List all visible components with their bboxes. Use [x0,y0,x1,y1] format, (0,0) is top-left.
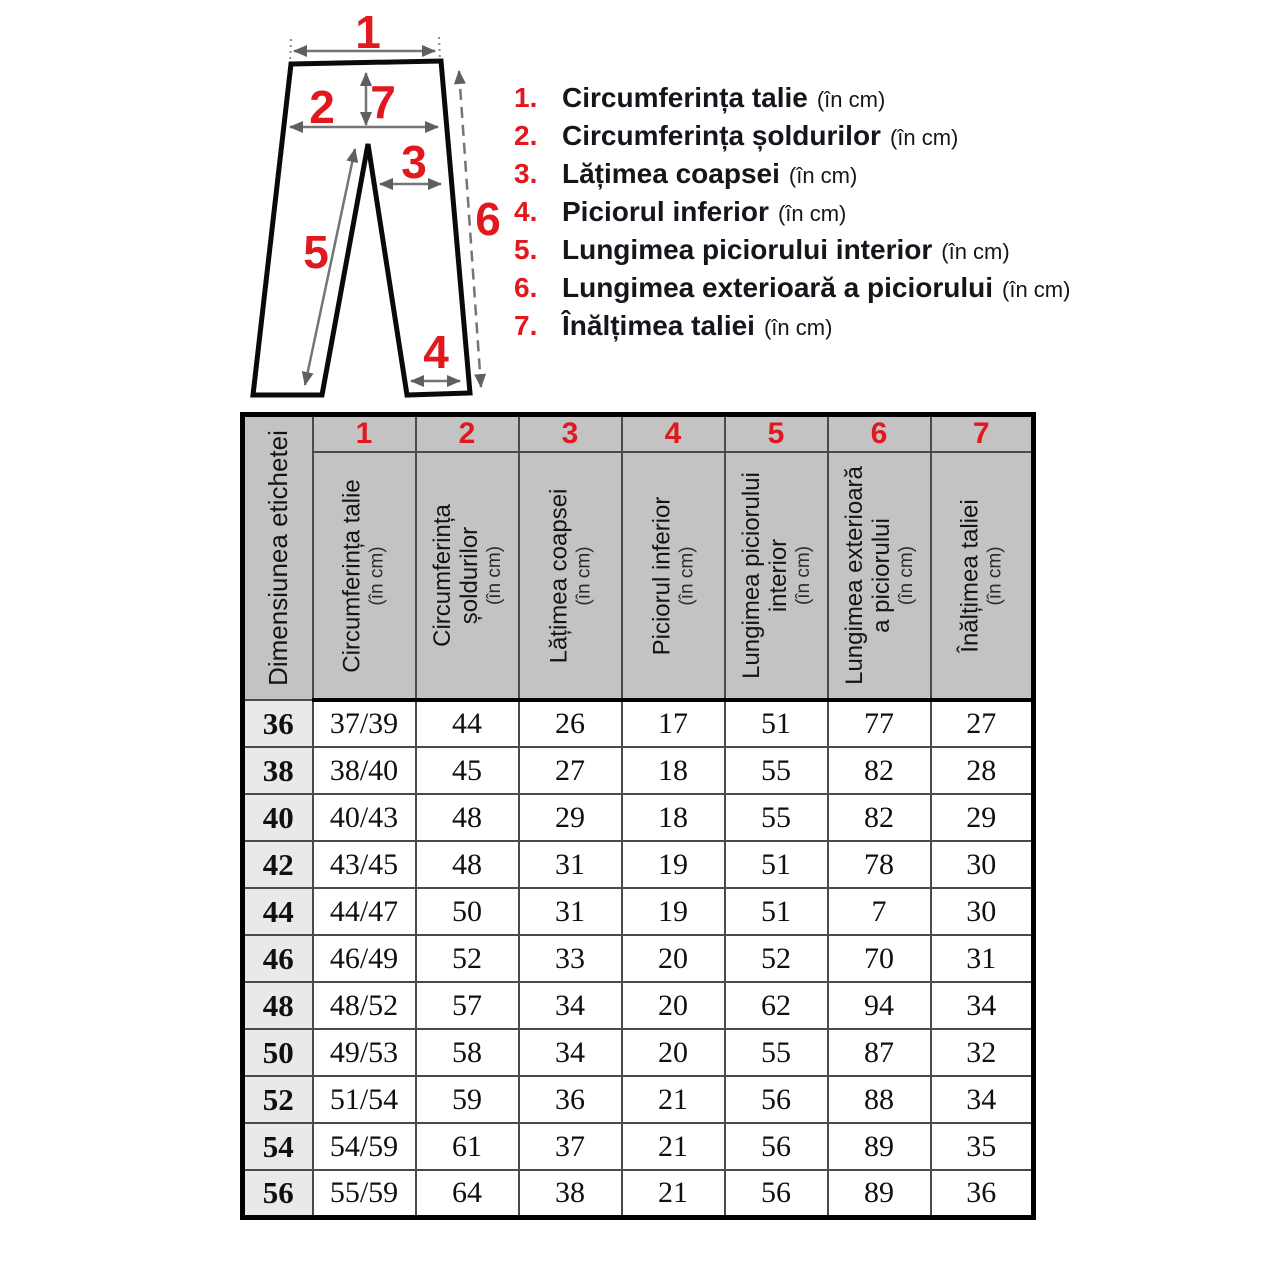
value-cell: 34 [931,1076,1034,1123]
value-cell: 18 [622,794,725,841]
size-cell: 36 [243,700,313,747]
waist-end-tick-right [439,37,440,61]
size-table-container [240,412,1036,1220]
diagram-label-7: 7 [370,76,396,128]
value-cell: 21 [622,1076,725,1123]
legend-label: Lungimea piciorului interior [562,234,933,265]
legend-number: 1. [514,82,538,113]
value-cell: 33 [519,935,622,982]
legend-item-4 [514,196,1070,234]
size-cell: 38 [243,747,313,794]
column-header-4 [622,452,725,700]
corner-header-label: Dimensiunea etichetei [263,430,294,686]
table-row [243,1029,1034,1076]
value-cell: 31 [519,841,622,888]
size-cell: 50 [243,1029,313,1076]
table-row [243,1170,1034,1217]
value-cell: 48 [416,841,519,888]
size-cell: 40 [243,794,313,841]
size-cell: 48 [243,982,313,1029]
column-number-5: 5 [725,415,828,453]
value-cell: 21 [622,1123,725,1170]
value-cell: 44 [416,700,519,747]
legend-number: 7. [514,310,538,341]
column-header-3 [519,452,622,700]
value-cell: 55 [725,747,828,794]
value-cell: 43/45 [313,841,416,888]
table-row [243,982,1034,1029]
value-cell: 38/40 [313,747,416,794]
table-row [243,841,1034,888]
value-cell: 64 [416,1170,519,1217]
value-cell: 51 [725,841,828,888]
table-row [243,935,1034,982]
value-cell: 78 [828,841,931,888]
diagram-label-1: 1 [355,6,381,58]
value-cell: 52 [725,935,828,982]
legend-label: Lățimea coapsei [562,158,780,189]
diagram-label-6: 6 [475,193,501,245]
legend-label: Circumferința talie [562,82,808,113]
value-cell: 56 [725,1170,828,1217]
value-cell: 55 [725,794,828,841]
value-cell: 18 [622,747,725,794]
size-cell: 54 [243,1123,313,1170]
value-cell: 55 [725,1029,828,1076]
value-cell: 89 [828,1170,931,1217]
column-header-2 [416,452,519,700]
column-unit: (în cm) [676,545,697,606]
column-unit: (în cm) [483,545,505,606]
legend-number: 4. [514,196,538,227]
column-number-4: 4 [622,415,725,453]
value-cell: 57 [416,982,519,1029]
value-cell: 36 [931,1170,1034,1217]
value-cell: 59 [416,1076,519,1123]
size-cell: 42 [243,841,313,888]
column-unit: (în cm) [367,545,388,606]
diagram-label-3: 3 [401,136,427,188]
value-cell: 82 [828,747,931,794]
value-cell: 58 [416,1029,519,1076]
value-cell: 56 [725,1123,828,1170]
column-label: a piciorului [867,518,895,633]
value-cell: 31 [931,935,1034,982]
value-cell: 30 [931,888,1034,935]
value-cell: 29 [519,794,622,841]
column-label: interior [764,538,792,613]
column-number-3: 3 [519,415,622,453]
legend-label: Înălțimea taliei [562,310,755,341]
value-cell: 48/52 [313,982,416,1029]
value-cell: 29 [931,794,1034,841]
value-cell: 35 [931,1123,1034,1170]
value-cell: 44/47 [313,888,416,935]
legend-item-3 [514,158,1070,196]
legend-unit: (în cm) [1002,277,1071,302]
value-cell: 28 [931,747,1034,794]
value-cell: 32 [931,1029,1034,1076]
table-row [243,700,1034,747]
value-cell: 20 [622,982,725,1029]
legend-number: 6. [514,272,538,303]
column-unit: (în cm) [573,545,594,606]
legend-number: 2. [514,120,538,151]
value-cell: 34 [519,1029,622,1076]
legend-item-6 [514,272,1070,310]
column-label: Lățimea coapsei [545,488,572,663]
value-cell: 62 [725,982,828,1029]
value-cell: 54/59 [313,1123,416,1170]
value-cell: 19 [622,888,725,935]
value-cell: 26 [519,700,622,747]
value-cell: 94 [828,982,931,1029]
column-unit: (în cm) [984,545,1006,606]
value-cell: 30 [931,841,1034,888]
measurement-legend [514,82,1070,348]
column-label: șoldurilor [455,526,483,625]
value-cell: 55/59 [313,1170,416,1217]
legend-item-7 [514,310,1070,348]
value-cell: 20 [622,1029,725,1076]
value-cell: 27 [519,747,622,794]
table-row [243,1076,1034,1123]
column-header-6 [828,452,931,700]
value-cell: 51 [725,888,828,935]
legend-unit: (în cm) [816,87,886,112]
column-header-7 [931,452,1034,700]
value-cell: 49/53 [313,1029,416,1076]
value-cell: 51 [725,700,828,747]
column-number-row [243,415,1034,453]
waist-end-tick-left [290,39,291,63]
column-header-1 [313,452,416,700]
value-cell: 20 [622,935,725,982]
column-unit: (în cm) [895,545,917,606]
column-label: Circumferința [428,504,456,647]
value-cell: 82 [828,794,931,841]
corner-header-cell [243,415,313,701]
value-cell: 37/39 [313,700,416,747]
value-cell: 77 [828,700,931,747]
value-cell: 45 [416,747,519,794]
column-label: Circumferința talie [339,478,366,673]
legend-unit: (în cm) [777,201,847,226]
value-cell: 27 [931,700,1034,747]
value-cell: 46/49 [313,935,416,982]
legend-unit: (în cm) [941,239,1010,264]
value-cell: 61 [416,1123,519,1170]
size-cell: 44 [243,888,313,935]
legend-label: Piciorul inferior [562,196,769,227]
column-label: Lungimea piciorului [737,472,765,679]
value-cell: 34 [519,982,622,1029]
table-row [243,888,1034,935]
column-number-7: 7 [931,415,1034,453]
value-cell: 19 [622,841,725,888]
value-cell: 51/54 [313,1076,416,1123]
value-cell: 56 [725,1076,828,1123]
value-cell: 50 [416,888,519,935]
value-cell: 70 [828,935,931,982]
diagram-label-2: 2 [309,81,335,133]
value-cell: 17 [622,700,725,747]
legend-item-1 [514,82,1070,120]
value-cell: 31 [519,888,622,935]
table-row [243,747,1034,794]
legend-item-5 [514,234,1070,272]
value-cell: 38 [519,1170,622,1217]
legend-item-2 [514,120,1070,158]
column-number-6: 6 [828,415,931,453]
column-unit: (în cm) [792,545,814,606]
legend-label: Circumferința șoldurilor [562,120,881,151]
column-number-1: 1 [313,415,416,453]
value-cell: 36 [519,1076,622,1123]
size-cell: 46 [243,935,313,982]
legend-unit: (în cm) [889,125,959,150]
column-label: Piciorul inferior [648,496,675,655]
column-number-2: 2 [416,415,519,453]
legend-number: 5. [514,234,538,265]
value-cell: 40/43 [313,794,416,841]
pants-measurement-diagram [230,5,530,410]
column-header-5 [725,452,828,700]
table-row [243,794,1034,841]
diagram-label-4: 4 [423,326,449,378]
value-cell: 88 [828,1076,931,1123]
size-table [240,412,1036,1220]
value-cell: 52 [416,935,519,982]
value-cell: 89 [828,1123,931,1170]
legend-label: Lungimea exterioară a piciorului [562,272,994,303]
column-label: Lungimea exterioară [840,466,868,685]
value-cell: 34 [931,982,1034,1029]
legend-unit: (în cm) [763,315,833,340]
legend-unit: (în cm) [788,163,858,188]
table-row [243,1123,1034,1170]
value-cell: 7 [828,888,931,935]
value-cell: 87 [828,1029,931,1076]
size-cell: 56 [243,1170,313,1217]
value-cell: 48 [416,794,519,841]
size-cell: 52 [243,1076,313,1123]
column-label-row [243,452,1034,700]
diagram-label-5: 5 [303,226,329,278]
value-cell: 37 [519,1123,622,1170]
column-label: Înălțimea taliei [956,498,984,653]
legend-number: 3. [514,158,538,189]
value-cell: 21 [622,1170,725,1217]
